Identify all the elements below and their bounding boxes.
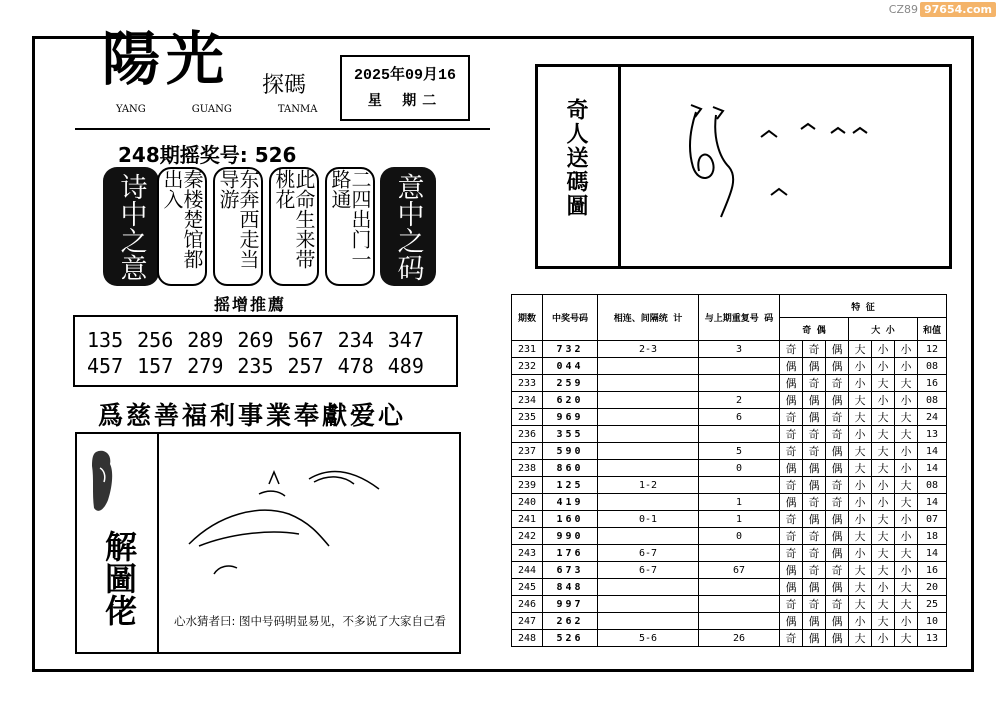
cell-size: 小 xyxy=(895,528,918,545)
cell-repeat: 1 xyxy=(699,511,780,528)
cell-oddeven: 奇 xyxy=(780,528,803,545)
cell-size: 小 xyxy=(849,613,872,630)
cell-size: 小 xyxy=(872,477,895,494)
cell-size: 大 xyxy=(849,596,872,613)
col-size: 大 小 xyxy=(849,318,918,341)
cell-oddeven: 偶 xyxy=(803,392,826,409)
cell-numbers: 526 xyxy=(543,630,598,647)
table-row xyxy=(512,613,947,630)
landscape-sketch-icon xyxy=(159,434,459,604)
cell-oddeven: 偶 xyxy=(826,460,849,477)
cell-size: 大 xyxy=(895,494,918,511)
table-row xyxy=(512,443,947,460)
cell-sum: 25 xyxy=(918,596,947,613)
roman-2: GUANG xyxy=(191,104,232,115)
cell-size: 大 xyxy=(849,341,872,358)
table-row xyxy=(512,341,947,358)
cell-sum: 13 xyxy=(918,630,947,647)
cell-oddeven: 偶 xyxy=(803,511,826,528)
cell-period: 236 xyxy=(512,426,543,443)
title-romanization xyxy=(116,104,317,115)
recommend-box xyxy=(73,315,458,387)
table-row xyxy=(512,596,947,613)
rec-num: 135 xyxy=(87,328,124,352)
issue-date: 2025年09月16 xyxy=(353,67,456,84)
cell-sum: 14 xyxy=(918,545,947,562)
cell-sum: 18 xyxy=(918,528,947,545)
col-sum: 和值 xyxy=(918,318,947,341)
cell-numbers: 176 xyxy=(543,545,598,562)
table-row xyxy=(512,358,947,375)
cell-oddeven: 奇 xyxy=(780,426,803,443)
cell-size: 大 xyxy=(895,545,918,562)
draw-result: 248期摇奖号: 526 xyxy=(118,143,297,167)
master-portrait-icon xyxy=(90,448,116,518)
cell-numbers: 044 xyxy=(543,358,598,375)
cell-period: 241 xyxy=(512,511,543,528)
cell-period: 238 xyxy=(512,460,543,477)
cell-consecutive: 6-7 xyxy=(598,562,699,579)
cell-repeat: 6 xyxy=(699,409,780,426)
cell-oddeven: 奇 xyxy=(803,562,826,579)
cell-oddeven: 奇 xyxy=(780,545,803,562)
cell-oddeven: 偶 xyxy=(803,630,826,647)
table-row xyxy=(512,392,947,409)
cell-size: 大 xyxy=(849,630,872,647)
table-row xyxy=(512,630,947,647)
table-row xyxy=(512,477,947,494)
cell-numbers: 259 xyxy=(543,375,598,392)
cell-consecutive xyxy=(598,375,699,392)
cell-size: 大 xyxy=(872,443,895,460)
cell-oddeven: 偶 xyxy=(803,358,826,375)
cell-size: 大 xyxy=(849,579,872,596)
recommend-title: 摇增推薦 xyxy=(214,295,287,314)
cell-oddeven: 偶 xyxy=(780,579,803,596)
table-row xyxy=(512,579,947,596)
cell-size: 大 xyxy=(872,460,895,477)
cell-size: 小 xyxy=(849,426,872,443)
cell-consecutive: 5-6 xyxy=(598,630,699,647)
cell-repeat: 26 xyxy=(699,630,780,647)
cell-size: 大 xyxy=(895,426,918,443)
cell-size: 小 xyxy=(895,358,918,375)
cell-period: 233 xyxy=(512,375,543,392)
table-row xyxy=(512,545,947,562)
cell-consecutive xyxy=(598,494,699,511)
cell-consecutive xyxy=(598,528,699,545)
cell-consecutive xyxy=(598,358,699,375)
cell-size: 大 xyxy=(849,409,872,426)
cell-oddeven: 奇 xyxy=(826,494,849,511)
date-box xyxy=(340,55,470,121)
cell-consecutive xyxy=(598,426,699,443)
cell-repeat xyxy=(699,545,780,562)
poem-meaning-panel: 诗中之意 xyxy=(103,167,159,286)
poem-line-4: 二四出门一路通 xyxy=(325,167,375,286)
cell-oddeven: 奇 xyxy=(803,341,826,358)
cell-oddeven: 奇 xyxy=(803,375,826,392)
cell-oddeven: 奇 xyxy=(780,477,803,494)
cell-size: 小 xyxy=(872,358,895,375)
rec-num: 489 xyxy=(387,354,424,378)
cell-sum: 14 xyxy=(918,443,947,460)
interpretation-label: 解圖佬 xyxy=(100,530,138,626)
cell-size: 大 xyxy=(872,426,895,443)
cell-size: 小 xyxy=(849,511,872,528)
col-period: 期数 xyxy=(512,295,543,341)
cell-oddeven: 偶 xyxy=(780,375,803,392)
cell-repeat: 5 xyxy=(699,443,780,460)
cell-size: 大 xyxy=(895,579,918,596)
charity-slogan: 爲慈善福利事業奉獻爱心 xyxy=(98,401,407,430)
col-oddeven: 奇 偶 xyxy=(780,318,849,341)
cell-oddeven: 偶 xyxy=(780,392,803,409)
cell-consecutive xyxy=(598,579,699,596)
cell-size: 大 xyxy=(872,562,895,579)
cell-oddeven: 奇 xyxy=(780,630,803,647)
cell-size: 大 xyxy=(872,545,895,562)
cell-period: 235 xyxy=(512,409,543,426)
cell-oddeven: 奇 xyxy=(826,596,849,613)
cell-sum: 07 xyxy=(918,511,947,528)
cell-sum: 14 xyxy=(918,460,947,477)
birds-sketch-icon xyxy=(621,67,951,262)
cell-consecutive: 1-2 xyxy=(598,477,699,494)
cell-period: 244 xyxy=(512,562,543,579)
cell-numbers: 969 xyxy=(543,409,598,426)
rec-num: 269 xyxy=(237,328,274,352)
cell-numbers: 160 xyxy=(543,511,598,528)
cell-repeat xyxy=(699,579,780,596)
cell-size: 小 xyxy=(872,494,895,511)
cell-oddeven: 偶 xyxy=(780,460,803,477)
cell-period: 245 xyxy=(512,579,543,596)
rec-num: 347 xyxy=(387,328,424,352)
cell-numbers: 419 xyxy=(543,494,598,511)
cell-sum: 08 xyxy=(918,392,947,409)
code-meaning-panel: 意中之码 xyxy=(380,167,436,286)
cell-size: 小 xyxy=(849,375,872,392)
cell-oddeven: 奇 xyxy=(803,596,826,613)
cell-oddeven: 偶 xyxy=(826,341,849,358)
rec-num: 256 xyxy=(137,328,174,352)
col-nums: 中奖号码 xyxy=(543,295,598,341)
cell-oddeven: 偶 xyxy=(780,358,803,375)
cell-oddeven: 偶 xyxy=(826,630,849,647)
cell-period: 248 xyxy=(512,630,543,647)
cell-size: 大 xyxy=(895,477,918,494)
issue-weekday: 星 期二 xyxy=(367,94,443,110)
cell-numbers: 732 xyxy=(543,341,598,358)
cell-numbers: 590 xyxy=(543,443,598,460)
cell-period: 234 xyxy=(512,392,543,409)
cell-repeat: 1 xyxy=(699,494,780,511)
cell-size: 大 xyxy=(849,562,872,579)
cell-size: 小 xyxy=(895,392,918,409)
cell-oddeven: 奇 xyxy=(803,545,826,562)
cell-numbers: 125 xyxy=(543,477,598,494)
cell-numbers: 990 xyxy=(543,528,598,545)
cell-oddeven: 偶 xyxy=(803,460,826,477)
cell-period: 240 xyxy=(512,494,543,511)
cell-sum: 13 xyxy=(918,426,947,443)
cell-consecutive: 6-7 xyxy=(598,545,699,562)
cell-oddeven: 奇 xyxy=(826,426,849,443)
rec-num: 234 xyxy=(337,328,374,352)
cell-repeat: 2 xyxy=(699,392,780,409)
cell-period: 246 xyxy=(512,596,543,613)
cell-size: 小 xyxy=(872,630,895,647)
cell-oddeven: 偶 xyxy=(826,528,849,545)
cell-period: 232 xyxy=(512,358,543,375)
cell-size: 小 xyxy=(849,494,872,511)
cell-size: 大 xyxy=(849,460,872,477)
cell-oddeven: 偶 xyxy=(826,545,849,562)
cell-repeat xyxy=(699,613,780,630)
cell-oddeven: 奇 xyxy=(826,562,849,579)
cell-repeat: 0 xyxy=(699,460,780,477)
mystic-image-area xyxy=(618,67,955,266)
cell-oddeven: 偶 xyxy=(803,613,826,630)
cell-consecutive xyxy=(598,409,699,426)
cell-size: 大 xyxy=(872,409,895,426)
mystic-code-box xyxy=(535,64,952,269)
portrait-sketch xyxy=(90,448,116,518)
site-link[interactable]: 97654.com xyxy=(920,2,996,17)
cell-period: 242 xyxy=(512,528,543,545)
poem-line-1: 秦楼楚馆都出入 xyxy=(157,167,207,286)
rec-num: 478 xyxy=(337,354,374,378)
cell-size: 大 xyxy=(872,613,895,630)
rec-num: 235 xyxy=(237,354,274,378)
cell-oddeven: 偶 xyxy=(826,392,849,409)
cell-size: 小 xyxy=(895,460,918,477)
cell-size: 大 xyxy=(895,375,918,392)
cell-numbers: 848 xyxy=(543,579,598,596)
cell-consecutive: 0-1 xyxy=(598,511,699,528)
page-subtitle: 探碼 xyxy=(262,73,307,98)
rec-num: 289 xyxy=(187,328,224,352)
cell-size: 小 xyxy=(895,562,918,579)
cell-repeat xyxy=(699,358,780,375)
cell-repeat: 0 xyxy=(699,528,780,545)
cell-sum: 16 xyxy=(918,375,947,392)
cell-oddeven: 奇 xyxy=(780,596,803,613)
col-feature: 特 征 xyxy=(780,295,947,318)
cell-period: 237 xyxy=(512,443,543,460)
rec-num: 157 xyxy=(137,354,174,378)
cell-sum: 16 xyxy=(918,562,947,579)
col-consec: 相连、间隔统 计 xyxy=(598,295,699,341)
rec-num: 457 xyxy=(87,354,124,378)
cell-oddeven: 偶 xyxy=(780,562,803,579)
page-title: 陽光 xyxy=(102,25,231,93)
table-row xyxy=(512,494,947,511)
cell-size: 大 xyxy=(895,409,918,426)
history-table xyxy=(511,294,947,647)
cell-oddeven: 奇 xyxy=(826,409,849,426)
poem-line-2: 东奔西走当导游 xyxy=(213,167,263,286)
cell-oddeven: 偶 xyxy=(780,613,803,630)
interpretation-hint: 心水猜者曰: 图中号码明显易见，不多说了大家自己看 xyxy=(174,614,447,628)
table-row xyxy=(512,511,947,528)
cell-sum: 10 xyxy=(918,613,947,630)
rec-num: 257 xyxy=(287,354,324,378)
cell-sum: 20 xyxy=(918,579,947,596)
cell-sum: 08 xyxy=(918,358,947,375)
cell-size: 小 xyxy=(895,613,918,630)
table-row xyxy=(512,528,947,545)
cell-oddeven: 奇 xyxy=(803,426,826,443)
cell-sum: 24 xyxy=(918,409,947,426)
cell-oddeven: 奇 xyxy=(780,409,803,426)
cell-size: 大 xyxy=(895,630,918,647)
col-repeat: 与上期重复号 码 xyxy=(699,295,780,341)
cell-size: 小 xyxy=(849,545,872,562)
table-row xyxy=(512,409,947,426)
cell-oddeven: 奇 xyxy=(780,511,803,528)
recommend-row-1 xyxy=(87,327,456,353)
cell-size: 大 xyxy=(872,528,895,545)
cell-oddeven: 奇 xyxy=(826,477,849,494)
cell-oddeven: 奇 xyxy=(826,375,849,392)
cell-repeat xyxy=(699,426,780,443)
cell-consecutive xyxy=(598,392,699,409)
cell-period: 243 xyxy=(512,545,543,562)
cell-size: 小 xyxy=(872,392,895,409)
table-row xyxy=(512,562,947,579)
cell-oddeven: 奇 xyxy=(780,341,803,358)
header-divider xyxy=(75,128,490,130)
cell-consecutive xyxy=(598,443,699,460)
cell-size: 大 xyxy=(849,443,872,460)
history-table-body xyxy=(512,341,947,647)
cell-size: 大 xyxy=(895,596,918,613)
table-row xyxy=(512,460,947,477)
cell-oddeven: 偶 xyxy=(803,409,826,426)
cell-oddeven: 偶 xyxy=(826,613,849,630)
mystic-code-label: 奇人送碼圖 xyxy=(563,98,588,218)
cell-sum: 08 xyxy=(918,477,947,494)
cell-numbers: 355 xyxy=(543,426,598,443)
cell-size: 小 xyxy=(895,443,918,460)
cell-oddeven: 偶 xyxy=(826,579,849,596)
cell-oddeven: 偶 xyxy=(803,579,826,596)
cell-size: 小 xyxy=(872,579,895,596)
cell-oddeven: 奇 xyxy=(803,443,826,460)
rec-num: 567 xyxy=(287,328,324,352)
cell-size: 小 xyxy=(849,358,872,375)
cell-sum: 14 xyxy=(918,494,947,511)
cell-repeat xyxy=(699,477,780,494)
cell-numbers: 262 xyxy=(543,613,598,630)
cell-size: 小 xyxy=(849,477,872,494)
recommend-row-2 xyxy=(87,353,456,379)
cell-period: 231 xyxy=(512,341,543,358)
cell-size: 小 xyxy=(895,341,918,358)
poem-line-3: 此命生来带桃花 xyxy=(269,167,319,286)
table-row xyxy=(512,426,947,443)
cell-oddeven: 奇 xyxy=(803,494,826,511)
cell-size: 大 xyxy=(872,375,895,392)
cell-oddeven: 偶 xyxy=(803,477,826,494)
cell-size: 大 xyxy=(872,596,895,613)
cell-oddeven: 偶 xyxy=(826,511,849,528)
cell-size: 大 xyxy=(849,392,872,409)
cell-repeat: 67 xyxy=(699,562,780,579)
cell-sum: 12 xyxy=(918,341,947,358)
cell-period: 239 xyxy=(512,477,543,494)
cell-repeat xyxy=(699,375,780,392)
roman-3: TANMA xyxy=(277,104,318,115)
table-row xyxy=(512,375,947,392)
cell-oddeven: 偶 xyxy=(826,443,849,460)
cell-size: 小 xyxy=(872,341,895,358)
cell-numbers: 997 xyxy=(543,596,598,613)
cell-repeat: 3 xyxy=(699,341,780,358)
cell-numbers: 860 xyxy=(543,460,598,477)
site-code: CZ89 xyxy=(888,3,918,16)
cell-size: 大 xyxy=(849,528,872,545)
cell-period: 247 xyxy=(512,613,543,630)
cell-numbers: 673 xyxy=(543,562,598,579)
cell-oddeven: 偶 xyxy=(826,358,849,375)
cell-consecutive xyxy=(598,613,699,630)
cell-repeat xyxy=(699,596,780,613)
cell-consecutive xyxy=(598,596,699,613)
site-watermark xyxy=(889,2,996,17)
cell-oddeven: 偶 xyxy=(780,494,803,511)
rec-num: 279 xyxy=(187,354,224,378)
cell-consecutive xyxy=(598,460,699,477)
cell-size: 小 xyxy=(895,511,918,528)
cell-consecutive: 2-3 xyxy=(598,341,699,358)
roman-1: YANG xyxy=(116,104,146,115)
cell-numbers: 620 xyxy=(543,392,598,409)
cell-oddeven: 奇 xyxy=(780,443,803,460)
cell-oddeven: 奇 xyxy=(803,528,826,545)
cell-size: 大 xyxy=(872,511,895,528)
